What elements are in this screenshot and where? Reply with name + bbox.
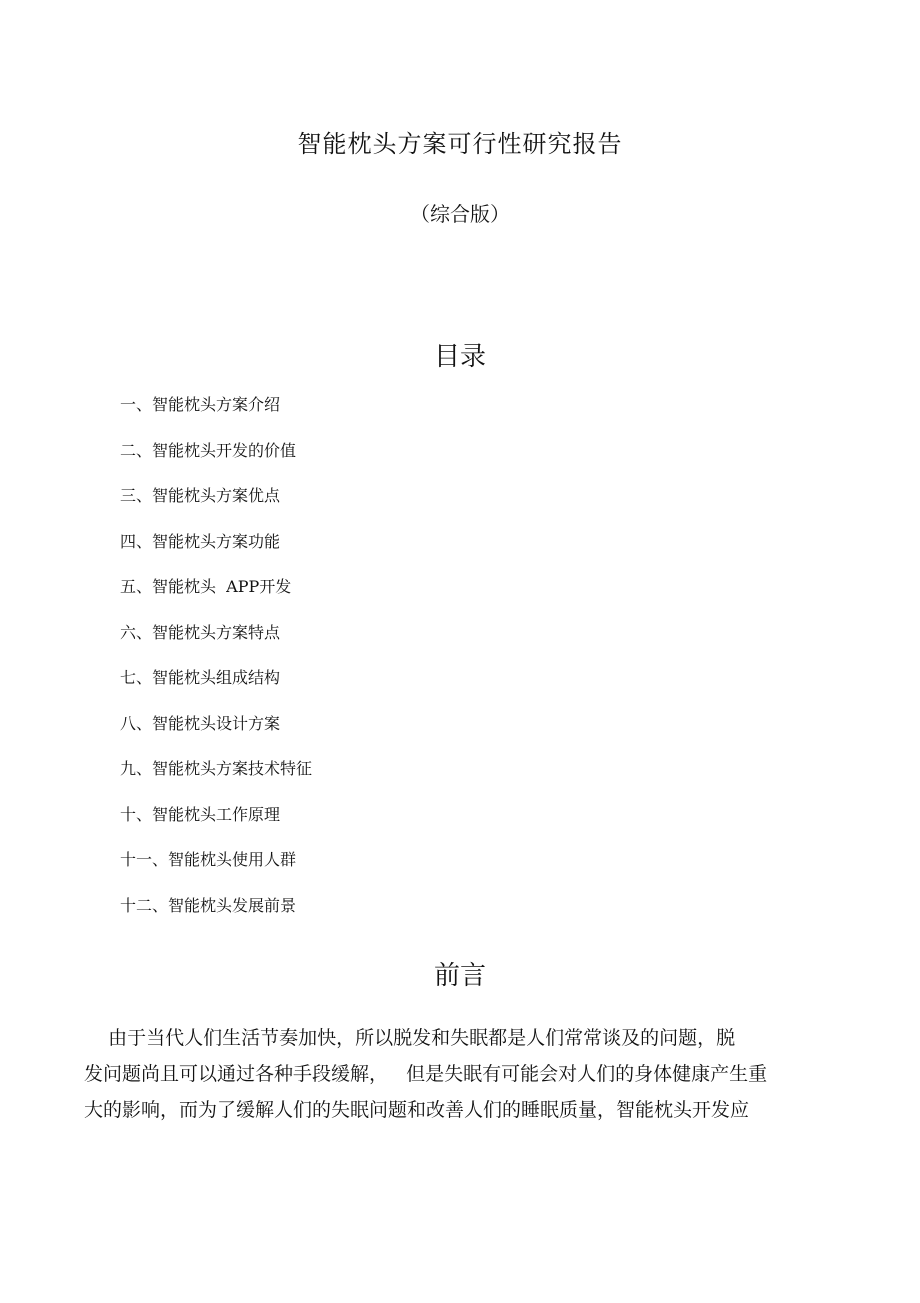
preface-paragraph (84, 1020, 812, 1128)
toc-item[interactable]: 十、智能枕头工作原理 (120, 804, 281, 824)
toc-item[interactable]: 十一、智能枕头使用人群 (120, 850, 297, 869)
preface-line: 发问题尚且可以通过各种手段缓解， 但是失眠有可能会对人们的身体健康产生重 (84, 1063, 768, 1085)
toc-item[interactable]: 七、智能枕头组成结构 (120, 668, 281, 687)
toc-item[interactable]: 一、智能枕头方案介绍 (120, 395, 281, 414)
toc-item[interactable]: 五、智能枕头 APP开发 (120, 577, 292, 596)
toc-heading: 目录 (433, 342, 486, 372)
document-subtitle: （综合版） (410, 202, 510, 226)
toc-item[interactable]: 十二、智能枕头发展前景 (120, 895, 297, 915)
toc-item[interactable]: 三、智能枕头方案优点 (120, 486, 281, 505)
document-title: 智能枕头方案可行性研究报告 (297, 130, 623, 158)
toc-item[interactable]: 二、智能枕头开发的价值 (120, 440, 297, 460)
toc-item[interactable]: 八、智能枕头设计方案 (120, 713, 281, 733)
table-of-contents (120, 392, 312, 938)
toc-item[interactable]: 六、智能枕头方案特点 (120, 622, 281, 642)
toc-item[interactable]: 四、智能枕头方案功能 (120, 531, 281, 551)
toc-item[interactable]: 九、智能枕头方案技术特征 (120, 759, 313, 778)
preface-line: 由于当代人们生活节奏加快，所以脱发和失眠都是人们常常谈及的问题，脱 (84, 1027, 736, 1049)
preface-heading: 前言 (433, 961, 486, 991)
preface-line: 大的影响，而为了缓解人们的失眠问题和改善人们的睡眠质量，智能枕头开发应 (84, 1099, 750, 1121)
